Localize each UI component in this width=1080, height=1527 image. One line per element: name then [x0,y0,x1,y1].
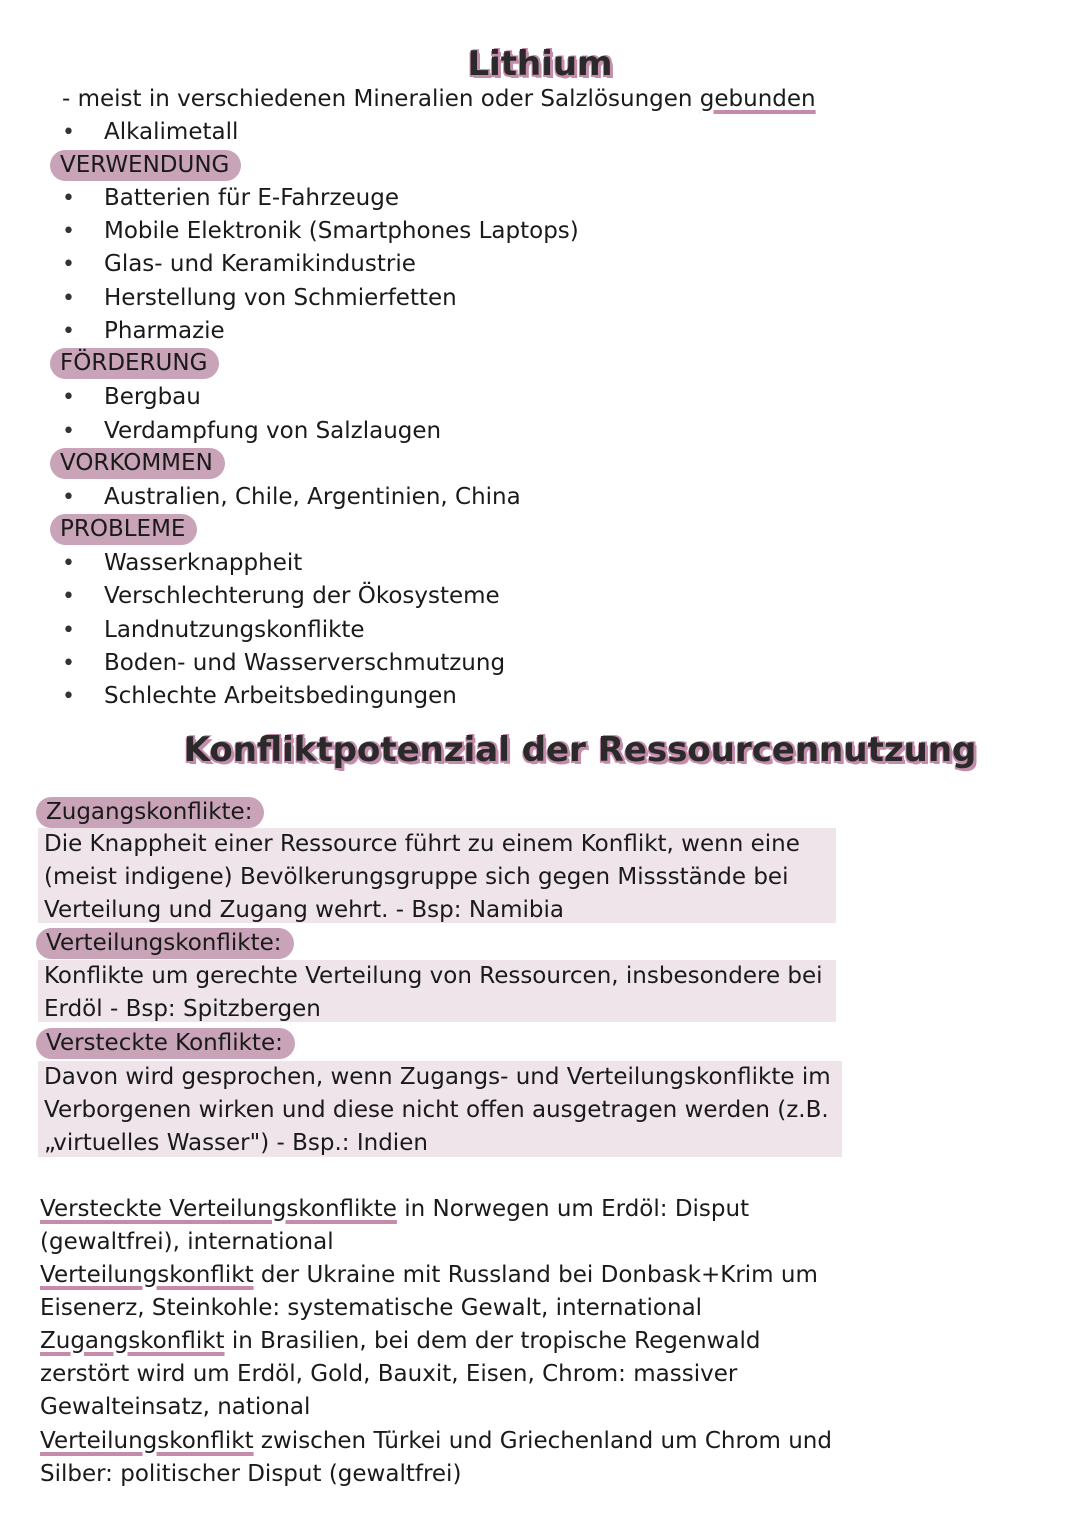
bullet: • [62,618,75,643]
example-term: Versteckte Verteilungskonflikte [40,1196,397,1222]
definition-line: Die Knappheit einer Ressource führt zu einem Konflikt, wenn eine [44,831,800,857]
bullet: • [62,219,75,244]
definition-box-zugang [38,828,836,923]
bullet: • [62,584,75,609]
list-item: Pharmazie [104,318,225,344]
list-item: Verdampfung von Salzlaugen [104,418,442,444]
bullet: • [62,485,75,510]
definition-line: Davon wird gesprochen, wenn Zugangs- und Verteilungskonflikte im [44,1064,831,1090]
definition-line: (meist indigene) Bevölkerungsgruppe sich gegen Missstände bei [44,864,789,890]
intro-emphasis: gebunden [699,86,816,112]
intro-line: - meist in verschiedenen Mineralien oder Salzlösungen gebunden [62,86,816,112]
bullet: • [62,684,75,709]
list-item: Alkalimetall [104,119,239,145]
definition-box-versteckt [38,1061,842,1157]
section-heading-probleme: PROBLEME [50,514,197,545]
definition-line: Verteilung und Zugang wehrt. - Bsp: Namibia [44,897,564,923]
type-heading-zugang: Zugangskonflikte: [36,797,264,828]
list-item: Herstellung von Schmierfetten [104,285,457,311]
definition-box-verteilung [38,960,836,1022]
example-term: Verteilungskonflikt [40,1428,254,1454]
bullet: • [62,419,75,444]
section-heading-foerderung: FÖRDERUNG [50,348,219,379]
list-item: Landnutzungskonflikte [104,617,365,643]
type-heading-verteilung: Verteilungskonflikte: [36,928,294,959]
list-item: Schlechte Arbeitsbedingungen [104,683,457,709]
section-heading-verwendung: VERWENDUNG [50,150,241,181]
bullet: • [62,551,75,576]
bullet: • [62,319,75,344]
bullet: • [62,120,75,145]
example-term: Verteilungskonflikt [40,1262,254,1288]
list-item: Bergbau [104,384,201,410]
list-item: Boden- und Wasserverschmutzung [104,650,506,676]
definition-line: Konflikte um gerechte Verteilung von Ressourcen, insbesondere bei [44,963,823,989]
example-ukraine: Verteilungskonflikt der Ukraine mit Russland bei Donbask+Krim um Eisenerz, Steinkohle: systematische Gewalt, international [40,1262,818,1321]
example-norwegen: Versteckte Verteilungskonflikte in Norwegen um Erdöl: Disput (gewaltfrei), international [40,1196,750,1255]
definition-line: Verborgenen wirken und diese nicht offen ausgetragen werden (z.B. [44,1097,829,1123]
lithium-title: Lithium [467,44,613,84]
bullet: • [62,186,75,211]
example-term: Zugangskonflikt [40,1328,225,1354]
bullet: • [62,286,75,311]
list-item: Batterien für E-Fahrzeuge [104,185,400,211]
list-item: Wasserknappheit [104,550,303,576]
list-item: Verschlechterung der Ökosysteme [104,583,500,609]
list-item: Glas- und Keramikindustrie [104,251,416,277]
bullet: • [62,252,75,277]
example-brasilien: Zugangskonflikt in Brasilien, bei dem der tropische Regenwald zerstört wird um Erdöl, Gold, Bauxit, Eisen, Chrom: massiver Gewalteinsatz, national [40,1328,761,1420]
section-heading-vorkommen: VORKOMMEN [50,448,225,479]
definition-line: „virtuelles Wasser") - Bsp.: Indien [44,1130,428,1156]
list-item: Mobile Elektronik (Smartphones Laptops) [104,218,579,244]
bullet: • [62,385,75,410]
definition-line: Erdöl - Bsp: Spitzbergen [44,996,321,1022]
example-tuerkei: Verteilungskonflikt zwischen Türkei und Griechenland um Chrom und Silber: politischer Disput (gewaltfrei) [40,1428,832,1487]
type-heading-versteckt: Versteckte Konflikte: [36,1028,295,1059]
bullet: • [62,651,75,676]
list-item: Australien, Chile, Argentinien, China [104,484,521,510]
konflikt-title: Konfliktpotenzial der Ressourcennutzung [183,730,977,770]
